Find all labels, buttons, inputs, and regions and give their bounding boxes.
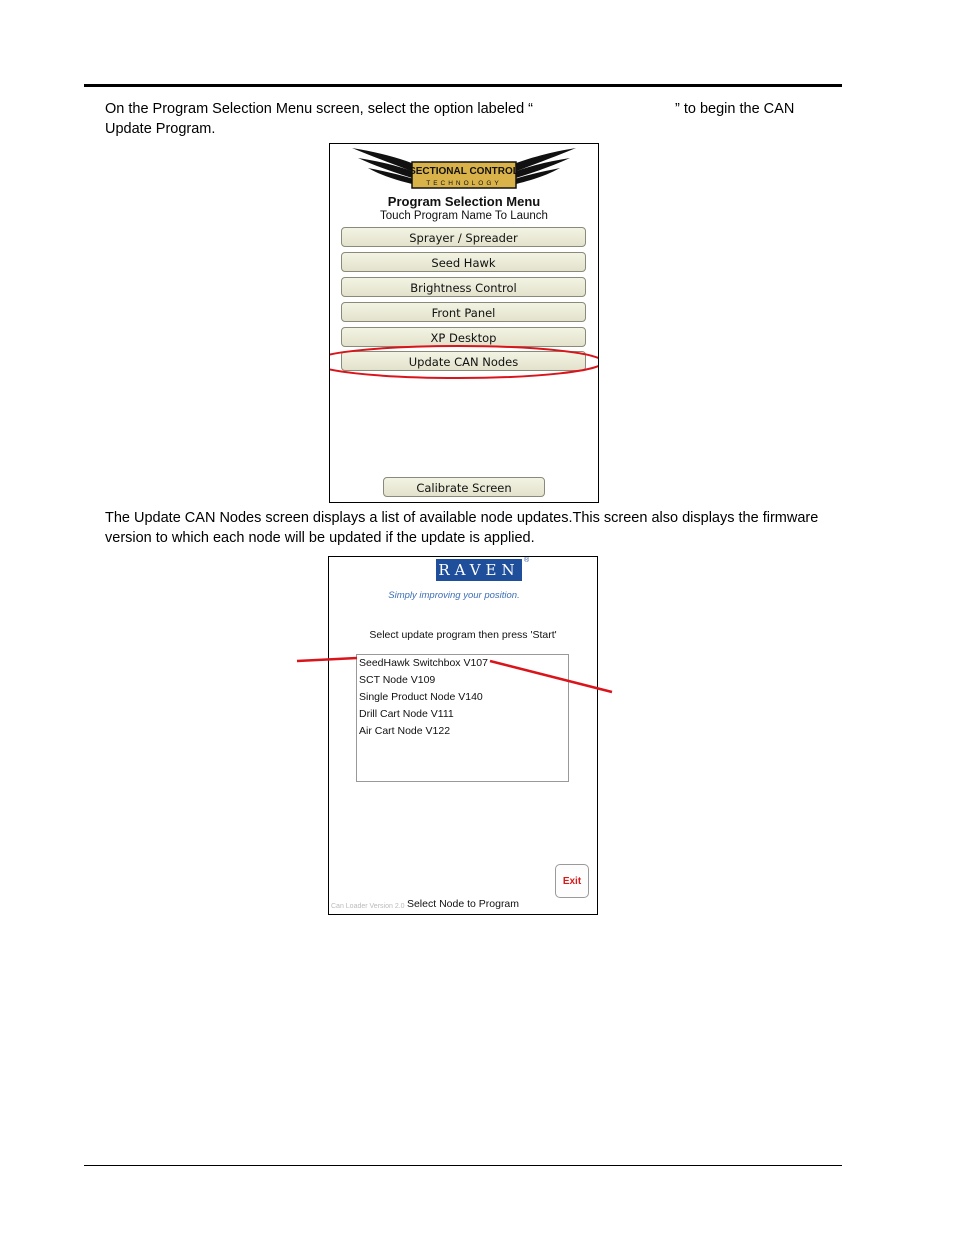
front-panel-button[interactable]: Front Panel bbox=[341, 302, 586, 322]
footer-rule bbox=[84, 1165, 842, 1166]
update-can-nodes-button[interactable]: Update CAN Nodes bbox=[341, 351, 586, 371]
status-text: Select Node to Program bbox=[406, 898, 520, 910]
xp-desktop-button[interactable]: XP Desktop bbox=[341, 327, 586, 347]
menu-subtitle: Touch Program Name To Launch bbox=[380, 210, 548, 222]
update-instruction: Select update program then press 'Start' bbox=[369, 629, 557, 641]
list-item[interactable]: SeedHawk Switchbox V107 bbox=[359, 657, 488, 669]
exit-button[interactable]: Exit bbox=[555, 864, 589, 898]
node-listbox[interactable] bbox=[356, 654, 569, 782]
menu-title: Program Selection Menu bbox=[387, 194, 541, 209]
instruction-paragraph-2: The Update CAN Nodes screen displays a list of available node updates.This screen also displays the firmware version to which each node will be updated if the update is applied. bbox=[105, 510, 819, 546]
list-item[interactable]: Air Cart Node V122 bbox=[359, 725, 451, 737]
sectional-control-logo bbox=[348, 144, 580, 196]
seed-hawk-button[interactable]: Seed Hawk bbox=[341, 252, 586, 272]
p1-text-before: On the Program Selection Menu screen, select the option labeled “ bbox=[105, 101, 533, 117]
calibrate-screen-button[interactable]: Calibrate Screen bbox=[383, 477, 545, 497]
update-can-nodes-screenshot bbox=[328, 556, 598, 915]
highlight-oval bbox=[329, 343, 599, 381]
list-item[interactable]: Drill Cart Node V111 bbox=[359, 708, 454, 720]
header-rule bbox=[84, 84, 842, 87]
list-item[interactable]: Single Product Node V140 bbox=[359, 691, 483, 703]
p1-text-after: ” to begin the CAN Update Program. bbox=[105, 101, 795, 137]
list-item[interactable]: SCT Node V109 bbox=[359, 674, 436, 686]
registered-mark: ® bbox=[524, 557, 530, 564]
raven-logo: RAVEN bbox=[436, 559, 522, 581]
instruction-paragraph-1 bbox=[105, 100, 845, 139]
brightness-control-button[interactable]: Brightness Control bbox=[341, 277, 586, 297]
raven-tagline: Simply improving your position. bbox=[388, 590, 520, 601]
version-label: Can Loader Version 2.0 bbox=[331, 903, 405, 910]
logo-text: SECTIONAL CONTROL bbox=[409, 166, 519, 177]
sprayer-spreader-button[interactable]: Sprayer / Spreader bbox=[341, 227, 586, 247]
program-selection-screenshot bbox=[329, 143, 599, 503]
logo-subtext: TECHNOLOGY bbox=[426, 180, 502, 187]
